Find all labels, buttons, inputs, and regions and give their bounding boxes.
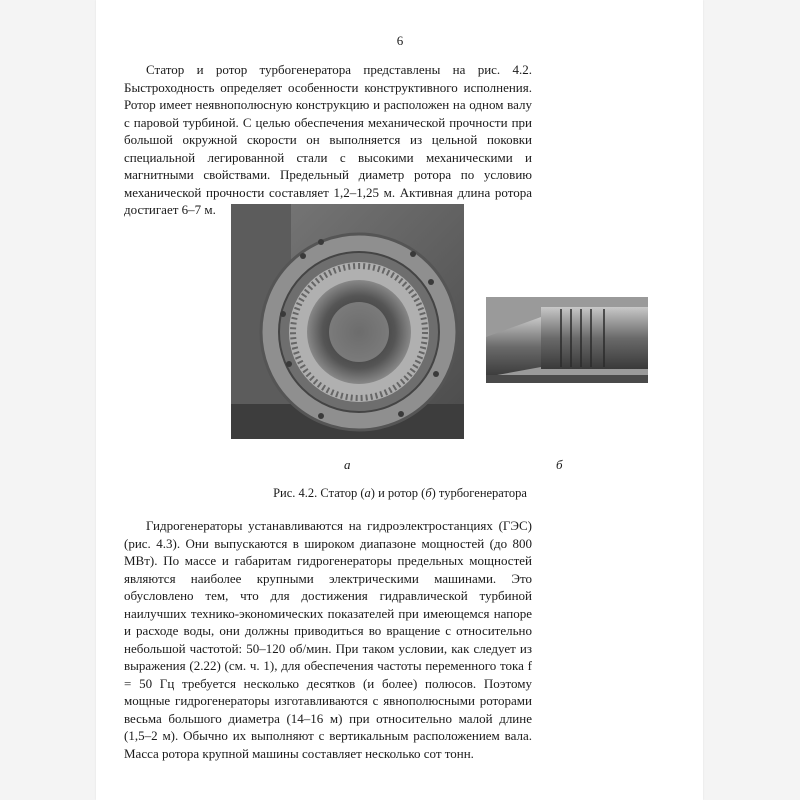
paragraph-hydrogenerator: Гидрогенераторы устанавливаются на гидроэлектростанциях (ГЭС) (рис. 4.3). Они выпускаются в широком диапазоне мощностей (до 800 МВт). По массе и габаритам гидрогенераторы предельных мощностей являются наиболее крупными электрическими машинами. Это обусловлено тем, что для достижения гидравлической турбиной наилучших технико-экономических показателей при имеющемся напоре и расходе воды, они должны приводиться во вращение с относительно небольшой частотой: 50–120 об/мин. При таком условии, как следует из выражения (2.22) (см. ч. 1), для обеспечения частоты переменного тока f = 50 Гц требуется несколько десятков (и более) полюсов. Поэтому мощные гидрогенераторы изготавливаются с явнополюсными роторами весьма большого диаметра (14–16 м) при относительно малой длине (1,5–2 м). Обычно их выполняют с вертикальным расположением вала. Масса ротора крупной машины составляет несколько сот тонн. xyxy=(124,518,532,761)
figure-caption: Рис. 4.2. Статор (а) и ротор (б) турбогенератора xyxy=(273,486,527,500)
page-number: 6 xyxy=(396,33,404,48)
paragraph-turbogenerator: Статор и ротор турбогенератора представлены на рис. 4.2. Быстроходность определяет особенности конструктивного исполнения. Ротор имеет неявнополюсную конструкцию и расположен на одном валу с паровой турбиной. С целью обеспечения механической прочности при большой окружной скорости он выполняется из цельной поковки специальной легированной стали с высокими механическими и магнитными свойствами. Предельный диаметр ротора по условию механической прочности составляет 1,2–1,25 м. Активная длина ротора достигает 6–7 м. xyxy=(124,62,532,217)
figure-label-a: а xyxy=(344,457,351,472)
figure-label-b: б xyxy=(556,457,563,472)
rotor-photo xyxy=(486,297,648,383)
stator-photo xyxy=(231,204,464,439)
